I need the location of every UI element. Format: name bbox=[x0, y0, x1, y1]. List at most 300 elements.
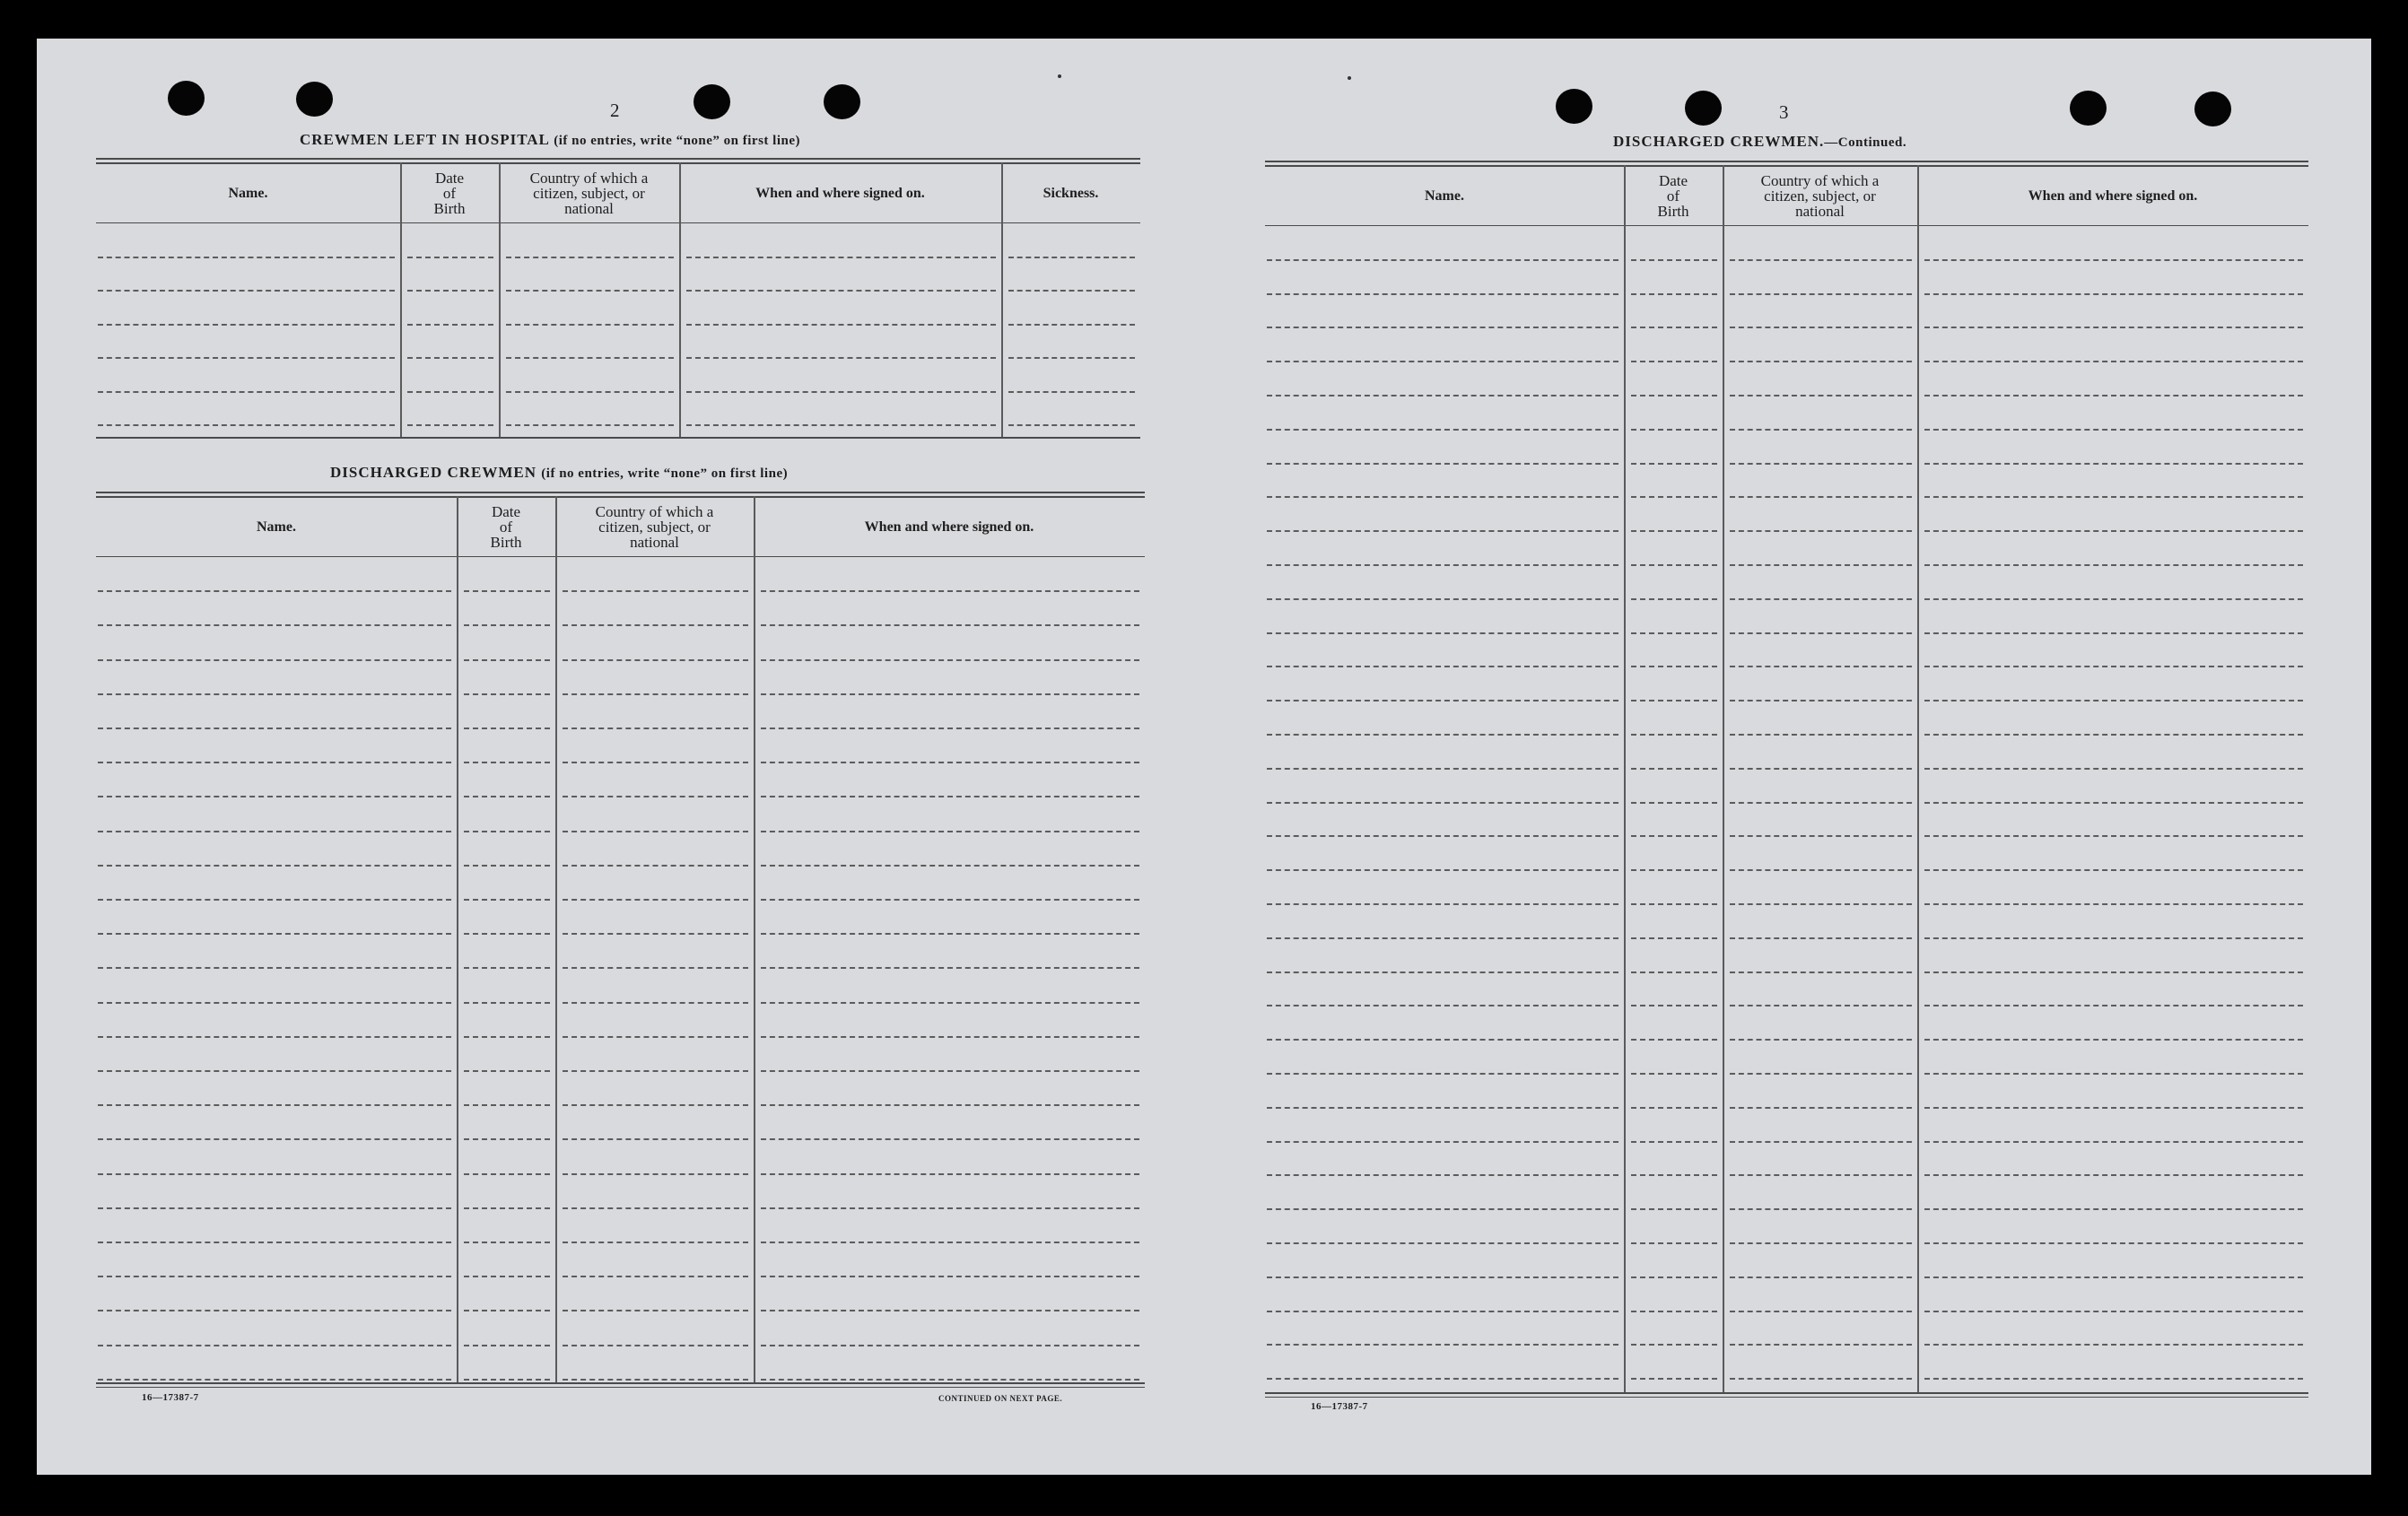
continued-table-entry-line bbox=[1267, 327, 1618, 328]
discharged-table-entry-line bbox=[563, 1310, 748, 1311]
continued-table-entry-line bbox=[1631, 1141, 1717, 1143]
continued-table-entry-line bbox=[1267, 395, 1618, 396]
continued-table-entry-line bbox=[1924, 598, 2303, 600]
hospital-table-entry-line bbox=[1008, 424, 1135, 426]
continued-table-entry-line bbox=[1267, 1276, 1618, 1278]
discharged-table-entry-line bbox=[563, 1002, 748, 1004]
continued-table-entry-line bbox=[1730, 869, 1912, 871]
continued-table-entry-line bbox=[1631, 259, 1717, 261]
continued-table-entry-line bbox=[1924, 734, 2303, 736]
discharged-table-entry-line bbox=[563, 1070, 748, 1072]
continued-table-entry-line bbox=[1267, 768, 1618, 770]
discharged-table-entry-line bbox=[98, 1002, 451, 1004]
continued-table-entry-line bbox=[1267, 463, 1618, 465]
continued-table-entry-line bbox=[1631, 666, 1717, 667]
discharged-table-entry-line bbox=[761, 1002, 1139, 1004]
discharged-table-entry-line bbox=[563, 693, 748, 695]
page-number-left: 2 bbox=[610, 100, 620, 121]
discharged-table-entry-line bbox=[464, 762, 550, 763]
continued-table-entry-line bbox=[1631, 530, 1717, 532]
continued-table-entry-line bbox=[1924, 1311, 2303, 1312]
hospital-table-column-header: Country of which a citizen, subject, or national bbox=[529, 169, 649, 217]
discharged-table-entry-line bbox=[464, 1002, 550, 1004]
discharged-table-entry-line bbox=[761, 1036, 1139, 1038]
continued-table-entry-line bbox=[1924, 259, 2303, 261]
discharged-table-entry-line bbox=[98, 831, 451, 832]
discharged-table-entry-line bbox=[761, 1242, 1139, 1243]
hospital-table-entry-line bbox=[407, 424, 493, 426]
continued-table-entry-line bbox=[1631, 734, 1717, 736]
continued-table-entry-line bbox=[1267, 1039, 1618, 1041]
continued-table-entry-line bbox=[1267, 903, 1618, 905]
continued-table-entry-line bbox=[1924, 835, 2303, 837]
discharged-table-entry-line bbox=[464, 967, 550, 969]
discharged-table-entry-line bbox=[464, 1345, 550, 1346]
discharged-table-entry-line bbox=[98, 659, 451, 661]
continued-table-entry-line bbox=[1730, 1242, 1912, 1244]
discharged-table-top-rule bbox=[96, 492, 1145, 493]
continued-table-bottom-rule bbox=[1265, 1392, 2308, 1394]
discharged-table-entry-line bbox=[98, 1310, 451, 1311]
discharged-table-entry-line bbox=[563, 796, 748, 797]
continued-table-top-rule bbox=[1265, 161, 2308, 162]
continued-table-entry-line bbox=[1924, 1005, 2303, 1006]
discharged-table-entry-line bbox=[761, 624, 1139, 626]
discharged-table-entry-line bbox=[761, 728, 1139, 729]
continued-table-column-divider bbox=[1917, 165, 1919, 1392]
discharged-table-entry-line bbox=[98, 796, 451, 797]
discharged-table-column-divider bbox=[555, 496, 557, 1382]
continued-table-entry-line bbox=[1924, 802, 2303, 804]
discharged-table-entry-line bbox=[761, 865, 1139, 867]
continued-table-entry-line bbox=[1631, 1276, 1717, 1278]
hospital-table-entry-line bbox=[1008, 357, 1135, 359]
discharged-table-entry-line bbox=[563, 865, 748, 867]
discharged-table-entry-line bbox=[464, 1242, 550, 1243]
discharged-table-entry-line bbox=[761, 693, 1139, 695]
discharged-table-entry-line bbox=[464, 796, 550, 797]
punch-hole bbox=[2070, 91, 2107, 126]
continued-table-entry-line bbox=[1267, 869, 1618, 871]
continued-table-entry-line bbox=[1631, 293, 1717, 295]
discharged-table-entry-line bbox=[98, 1104, 451, 1106]
continued-table-entry-line bbox=[1631, 768, 1717, 770]
hospital-table-entry-line bbox=[407, 290, 493, 292]
continued-table-column-divider bbox=[1723, 165, 1724, 1392]
continued-table-entry-line bbox=[1730, 327, 1912, 328]
continued-table-entry-line bbox=[1631, 835, 1717, 837]
discharged-table-column-header: Name. bbox=[257, 518, 296, 535]
discharged-table-entry-line bbox=[761, 933, 1139, 935]
continued-table-entry-line bbox=[1924, 632, 2303, 634]
continued-table-column-divider bbox=[1624, 165, 1626, 1392]
discharged-table-entry-line bbox=[563, 624, 748, 626]
continued-table-entry-line bbox=[1924, 1073, 2303, 1075]
discharged-table-entry-line bbox=[761, 1070, 1139, 1072]
continued-table-entry-line bbox=[1730, 632, 1912, 634]
hospital-table-entry-line bbox=[98, 257, 395, 258]
discharged-table-entry-line bbox=[761, 1173, 1139, 1175]
continued-table-entry-line bbox=[1631, 1378, 1717, 1380]
discharged-table-column-header: Date of Birth bbox=[490, 502, 522, 551]
hospital-table-entry-line bbox=[506, 424, 674, 426]
punch-hole bbox=[1685, 91, 1722, 126]
discharged-table-column-header: When and where signed on. bbox=[864, 518, 1034, 535]
discharged-table-entry-line bbox=[761, 590, 1139, 592]
discharged-table-entry-line bbox=[761, 1379, 1139, 1381]
discharged-table-entry-line bbox=[464, 865, 550, 867]
hospital-table-entry-line bbox=[98, 290, 395, 292]
discharged-table-entry-line bbox=[98, 1379, 451, 1381]
continued-table-entry-line bbox=[1730, 768, 1912, 770]
discharged-table-entry-line bbox=[98, 762, 451, 763]
continued-table-entry-line bbox=[1924, 429, 2303, 431]
continued-table-entry-line bbox=[1924, 1378, 2303, 1380]
continued-table-column-header: Country of which a citizen, subject, or national bbox=[1760, 171, 1880, 220]
continued-table-entry-line bbox=[1267, 530, 1618, 532]
discharged-table-entry-line bbox=[563, 1276, 748, 1277]
continued-table-entry-line bbox=[1730, 1276, 1912, 1278]
discharged-table-entry-line bbox=[98, 728, 451, 729]
continued-table-entry-line bbox=[1267, 1141, 1618, 1143]
discharged-table-entry-line bbox=[563, 1345, 748, 1346]
discharged-table-entry-line bbox=[98, 1173, 451, 1175]
discharged-table-entry-line bbox=[761, 831, 1139, 832]
continued-table-entry-line bbox=[1267, 361, 1618, 362]
continued-table-entry-line bbox=[1924, 1276, 2303, 1278]
scanned-form-spread bbox=[37, 39, 2371, 1475]
discharged-table-entry-line bbox=[98, 1036, 451, 1038]
continued-table-entry-line bbox=[1730, 1107, 1912, 1109]
continued-table-entry-line bbox=[1730, 530, 1912, 532]
hospital-table-entry-line bbox=[686, 391, 996, 393]
continued-table-entry-line bbox=[1924, 564, 2303, 566]
continued-table-entry-line bbox=[1631, 903, 1717, 905]
hospital-table-column-header: Date of Birth bbox=[433, 169, 466, 217]
continued-table-entry-line bbox=[1631, 1039, 1717, 1041]
continued-table-entry-line bbox=[1631, 1311, 1717, 1312]
continued-table-entry-line bbox=[1631, 1005, 1717, 1006]
hospital-table-entry-line bbox=[407, 257, 493, 258]
continued-table-entry-line bbox=[1924, 903, 2303, 905]
discharged-table-entry-line bbox=[464, 1070, 550, 1072]
hospital-table-entry-line bbox=[98, 357, 395, 359]
discharged-table-entry-line bbox=[464, 659, 550, 661]
continued-table-entry-line bbox=[1631, 429, 1717, 431]
continued-table-entry-line bbox=[1730, 1174, 1912, 1176]
hospital-table-entry-line bbox=[506, 324, 674, 326]
continued-table-entry-line bbox=[1924, 971, 2303, 973]
punch-hole bbox=[1556, 89, 1592, 124]
continued-table-entry-line bbox=[1631, 937, 1717, 939]
hospital-table-header-rule bbox=[96, 222, 1140, 223]
continued-table-header-rule bbox=[1265, 225, 2308, 226]
discharged-table-entry-line bbox=[98, 1138, 451, 1140]
discharged-table-entry-line bbox=[464, 1104, 550, 1106]
continued-table-entry-line bbox=[1267, 1378, 1618, 1380]
form-number-right: 16—17387-7 bbox=[1311, 1401, 1368, 1412]
continued-table-column-header: When and where signed on. bbox=[2028, 187, 2198, 204]
continued-table-entry-line bbox=[1730, 1208, 1912, 1210]
discharged-table-entry-line bbox=[98, 590, 451, 592]
hospital-table-entry-line bbox=[506, 290, 674, 292]
continued-table-entry-line bbox=[1267, 971, 1618, 973]
discharged-table-entry-line bbox=[563, 1036, 748, 1038]
discharged-table-header-rule bbox=[96, 556, 1145, 557]
continued-table-entry-line bbox=[1631, 1107, 1717, 1109]
discharged-table-entry-line bbox=[761, 899, 1139, 901]
hospital-table-entry-line bbox=[686, 290, 996, 292]
continued-table-entry-line bbox=[1267, 632, 1618, 634]
punch-hole bbox=[296, 82, 333, 117]
form-number-left: 16—17387-7 bbox=[142, 1392, 199, 1403]
hospital-table-column-header: Name. bbox=[228, 185, 268, 201]
hospital-table-entry-line bbox=[407, 324, 493, 326]
continued-section-title bbox=[1613, 133, 1906, 151]
discharged-table-entry-line bbox=[563, 590, 748, 592]
discharged-table-entry-line bbox=[98, 865, 451, 867]
discharged-table-entry-line bbox=[98, 933, 451, 935]
continued-table-entry-line bbox=[1631, 1242, 1717, 1244]
continued-table-entry-line bbox=[1267, 1073, 1618, 1075]
discharged-table-entry-line bbox=[464, 728, 550, 729]
continued-table-entry-line bbox=[1730, 802, 1912, 804]
continued-table-entry-line bbox=[1267, 259, 1618, 261]
discharged-table-entry-line bbox=[464, 1276, 550, 1277]
continued-table-entry-line bbox=[1924, 1242, 2303, 1244]
continued-table-entry-line bbox=[1924, 1344, 2303, 1346]
discharged-table-entry-line bbox=[761, 1310, 1139, 1311]
discharged-table-entry-line bbox=[563, 933, 748, 935]
continued-table-entry-line bbox=[1267, 429, 1618, 431]
continued-table-entry-line bbox=[1267, 734, 1618, 736]
hospital-title-instruction: (if no entries, write “none” on first line) bbox=[554, 134, 800, 148]
discharged-table-entry-line bbox=[761, 762, 1139, 763]
discharged-table-entry-line bbox=[98, 1207, 451, 1209]
speck bbox=[1058, 74, 1061, 78]
discharged-table-entry-line bbox=[464, 693, 550, 695]
discharged-table-entry-line bbox=[761, 1276, 1139, 1277]
hospital-table-entry-line bbox=[1008, 257, 1135, 258]
continued-table-entry-line bbox=[1631, 1344, 1717, 1346]
continued-table-entry-line bbox=[1730, 700, 1912, 701]
continued-table-entry-line bbox=[1631, 1073, 1717, 1075]
hospital-table-top-rule bbox=[96, 158, 1140, 160]
continued-table-entry-line bbox=[1730, 666, 1912, 667]
discharged-table-entry-line bbox=[761, 967, 1139, 969]
discharged-table-column-divider bbox=[754, 496, 755, 1382]
discharged-table-entry-line bbox=[464, 590, 550, 592]
discharged-table-entry-line bbox=[98, 967, 451, 969]
continued-table-entry-line bbox=[1631, 1174, 1717, 1176]
discharged-table-entry-line bbox=[98, 624, 451, 626]
punch-hole bbox=[2194, 91, 2231, 126]
discharged-table-entry-line bbox=[761, 1207, 1139, 1209]
continued-table-entry-line bbox=[1267, 1311, 1618, 1312]
discharged-table-entry-line bbox=[563, 967, 748, 969]
discharged-table-entry-line bbox=[563, 1104, 748, 1106]
hospital-table-entry-line bbox=[686, 257, 996, 258]
hospital-table-entry-line bbox=[1008, 290, 1135, 292]
discharged-table-entry-line bbox=[563, 659, 748, 661]
discharged-table-bottom-rule bbox=[96, 1387, 1145, 1388]
continued-table-entry-line bbox=[1924, 666, 2303, 667]
continued-table-entry-line bbox=[1267, 1174, 1618, 1176]
discharged-table-entry-line bbox=[563, 1207, 748, 1209]
continued-table-entry-line bbox=[1267, 1344, 1618, 1346]
continued-table-entry-line bbox=[1730, 1073, 1912, 1075]
continued-table-entry-line bbox=[1730, 496, 1912, 498]
discharged-table-entry-line bbox=[464, 1173, 550, 1175]
continued-table-entry-line bbox=[1631, 564, 1717, 566]
continued-table-entry-line bbox=[1730, 1311, 1912, 1312]
hospital-table-entry-line bbox=[1008, 391, 1135, 393]
continued-table-entry-line bbox=[1730, 1344, 1912, 1346]
punch-hole bbox=[168, 81, 205, 116]
continued-table-entry-line bbox=[1631, 496, 1717, 498]
discharged-table-entry-line bbox=[563, 899, 748, 901]
continued-table-entry-line bbox=[1730, 971, 1912, 973]
continued-table-entry-line bbox=[1730, 395, 1912, 396]
hospital-table-entry-line bbox=[98, 424, 395, 426]
continued-title-main: DISCHARGED CREWMEN. bbox=[1613, 133, 1825, 150]
continued-table-entry-line bbox=[1267, 666, 1618, 667]
continued-table-entry-line bbox=[1924, 1039, 2303, 1041]
continued-table-entry-line bbox=[1631, 700, 1717, 701]
hospital-table-entry-line bbox=[1008, 324, 1135, 326]
hospital-table-entry-line bbox=[407, 357, 493, 359]
continued-table-entry-line bbox=[1924, 937, 2303, 939]
discharged-table-entry-line bbox=[761, 1345, 1139, 1346]
discharged-table-entry-line bbox=[464, 831, 550, 832]
hospital-table-column-header: Sickness. bbox=[1043, 185, 1099, 201]
continued-table-entry-line bbox=[1730, 835, 1912, 837]
discharged-table-column-divider bbox=[457, 496, 458, 1382]
continued-table-entry-line bbox=[1730, 1039, 1912, 1041]
discharged-table-entry-line bbox=[563, 1173, 748, 1175]
discharged-table-entry-line bbox=[761, 659, 1139, 661]
continued-table-entry-line bbox=[1730, 937, 1912, 939]
hospital-table-entry-line bbox=[98, 391, 395, 393]
discharged-section-title bbox=[330, 464, 788, 482]
discharged-table-entry-line bbox=[761, 796, 1139, 797]
discharged-table-entry-line bbox=[98, 1345, 451, 1346]
continued-table-entry-line bbox=[1924, 293, 2303, 295]
discharged-title-main: DISCHARGED CREWMEN bbox=[330, 464, 537, 481]
hospital-table-bottom-rule bbox=[96, 437, 1140, 439]
continued-table-entry-line bbox=[1730, 429, 1912, 431]
continued-table-entry-line bbox=[1730, 734, 1912, 736]
continued-table-entry-line bbox=[1631, 463, 1717, 465]
continued-table-entry-line bbox=[1267, 293, 1618, 295]
discharged-table-entry-line bbox=[464, 624, 550, 626]
discharged-table-entry-line bbox=[98, 1242, 451, 1243]
discharged-table-entry-line bbox=[98, 1070, 451, 1072]
continued-table-entry-line bbox=[1267, 564, 1618, 566]
continued-table-entry-line bbox=[1730, 1378, 1912, 1380]
continued-note: CONTINUED ON NEXT PAGE. bbox=[938, 1394, 1063, 1403]
continued-table-entry-line bbox=[1631, 598, 1717, 600]
hospital-table-entry-line bbox=[686, 424, 996, 426]
punch-hole bbox=[824, 84, 860, 119]
continued-table-entry-line bbox=[1730, 1005, 1912, 1006]
punch-hole bbox=[694, 84, 730, 119]
continued-table-entry-line bbox=[1631, 971, 1717, 973]
continued-table-entry-line bbox=[1267, 1005, 1618, 1006]
discharged-table-entry-line bbox=[563, 762, 748, 763]
discharged-table-entry-line bbox=[563, 831, 748, 832]
continued-title-suffix: —Continued. bbox=[1824, 135, 1907, 150]
discharged-table-entry-line bbox=[761, 1104, 1139, 1106]
hospital-table-entry-line bbox=[407, 391, 493, 393]
continued-table-entry-line bbox=[1267, 835, 1618, 837]
discharged-table-entry-line bbox=[464, 899, 550, 901]
discharged-title-instruction: (if no entries, write “none” on first line) bbox=[541, 466, 789, 481]
discharged-table-entry-line bbox=[464, 1207, 550, 1209]
discharged-table-entry-line bbox=[563, 1138, 748, 1140]
hospital-table-entry-line bbox=[506, 257, 674, 258]
continued-table-entry-line bbox=[1631, 361, 1717, 362]
continued-table-entry-line bbox=[1730, 564, 1912, 566]
discharged-table-entry-line bbox=[98, 1276, 451, 1277]
continued-table-entry-line bbox=[1924, 1174, 2303, 1176]
continued-table-entry-line bbox=[1730, 903, 1912, 905]
continued-table-entry-line bbox=[1267, 700, 1618, 701]
continued-table-entry-line bbox=[1730, 1141, 1912, 1143]
continued-table-column-header: Name. bbox=[1425, 187, 1464, 204]
continued-table-entry-line bbox=[1924, 700, 2303, 701]
continued-table-entry-line bbox=[1631, 1208, 1717, 1210]
continued-table-entry-line bbox=[1730, 361, 1912, 362]
continued-table-entry-line bbox=[1924, 327, 2303, 328]
discharged-table-entry-line bbox=[98, 693, 451, 695]
hospital-table-entry-line bbox=[686, 357, 996, 359]
discharged-table-entry-line bbox=[563, 1242, 748, 1243]
hospital-table-entry-line bbox=[98, 324, 395, 326]
discharged-table-entry-line bbox=[98, 899, 451, 901]
continued-table-entry-line bbox=[1267, 598, 1618, 600]
continued-table-entry-line bbox=[1924, 869, 2303, 871]
hospital-table-column-header: When and where signed on. bbox=[755, 185, 925, 201]
continued-table-entry-line bbox=[1267, 1107, 1618, 1109]
continued-table-entry-line bbox=[1924, 1107, 2303, 1109]
continued-table-entry-line bbox=[1730, 463, 1912, 465]
continued-table-entry-line bbox=[1631, 869, 1717, 871]
discharged-table-entry-line bbox=[761, 1138, 1139, 1140]
hospital-table-entry-line bbox=[506, 391, 674, 393]
speck bbox=[1348, 76, 1351, 80]
hospital-title-main: CREWMEN LEFT IN HOSPITAL bbox=[300, 131, 549, 148]
discharged-table-entry-line bbox=[464, 1036, 550, 1038]
discharged-table-column-header: Country of which a citizen, subject, or national bbox=[595, 502, 714, 551]
discharged-table-entry-line bbox=[563, 1379, 748, 1381]
hospital-section-title bbox=[300, 131, 800, 149]
continued-table-entry-line bbox=[1924, 361, 2303, 362]
continued-table-entry-line bbox=[1631, 632, 1717, 634]
discharged-table-entry-line bbox=[464, 933, 550, 935]
continued-table-entry-line bbox=[1631, 802, 1717, 804]
continued-table-entry-line bbox=[1267, 1208, 1618, 1210]
continued-table-entry-line bbox=[1924, 496, 2303, 498]
continued-table-entry-line bbox=[1924, 768, 2303, 770]
continued-table-entry-line bbox=[1730, 598, 1912, 600]
continued-table-bottom-rule bbox=[1265, 1397, 2308, 1398]
continued-table-entry-line bbox=[1730, 293, 1912, 295]
discharged-table-bottom-rule bbox=[96, 1382, 1145, 1384]
continued-table-entry-line bbox=[1924, 1141, 2303, 1143]
discharged-table-entry-line bbox=[464, 1138, 550, 1140]
continued-table-entry-line bbox=[1267, 802, 1618, 804]
